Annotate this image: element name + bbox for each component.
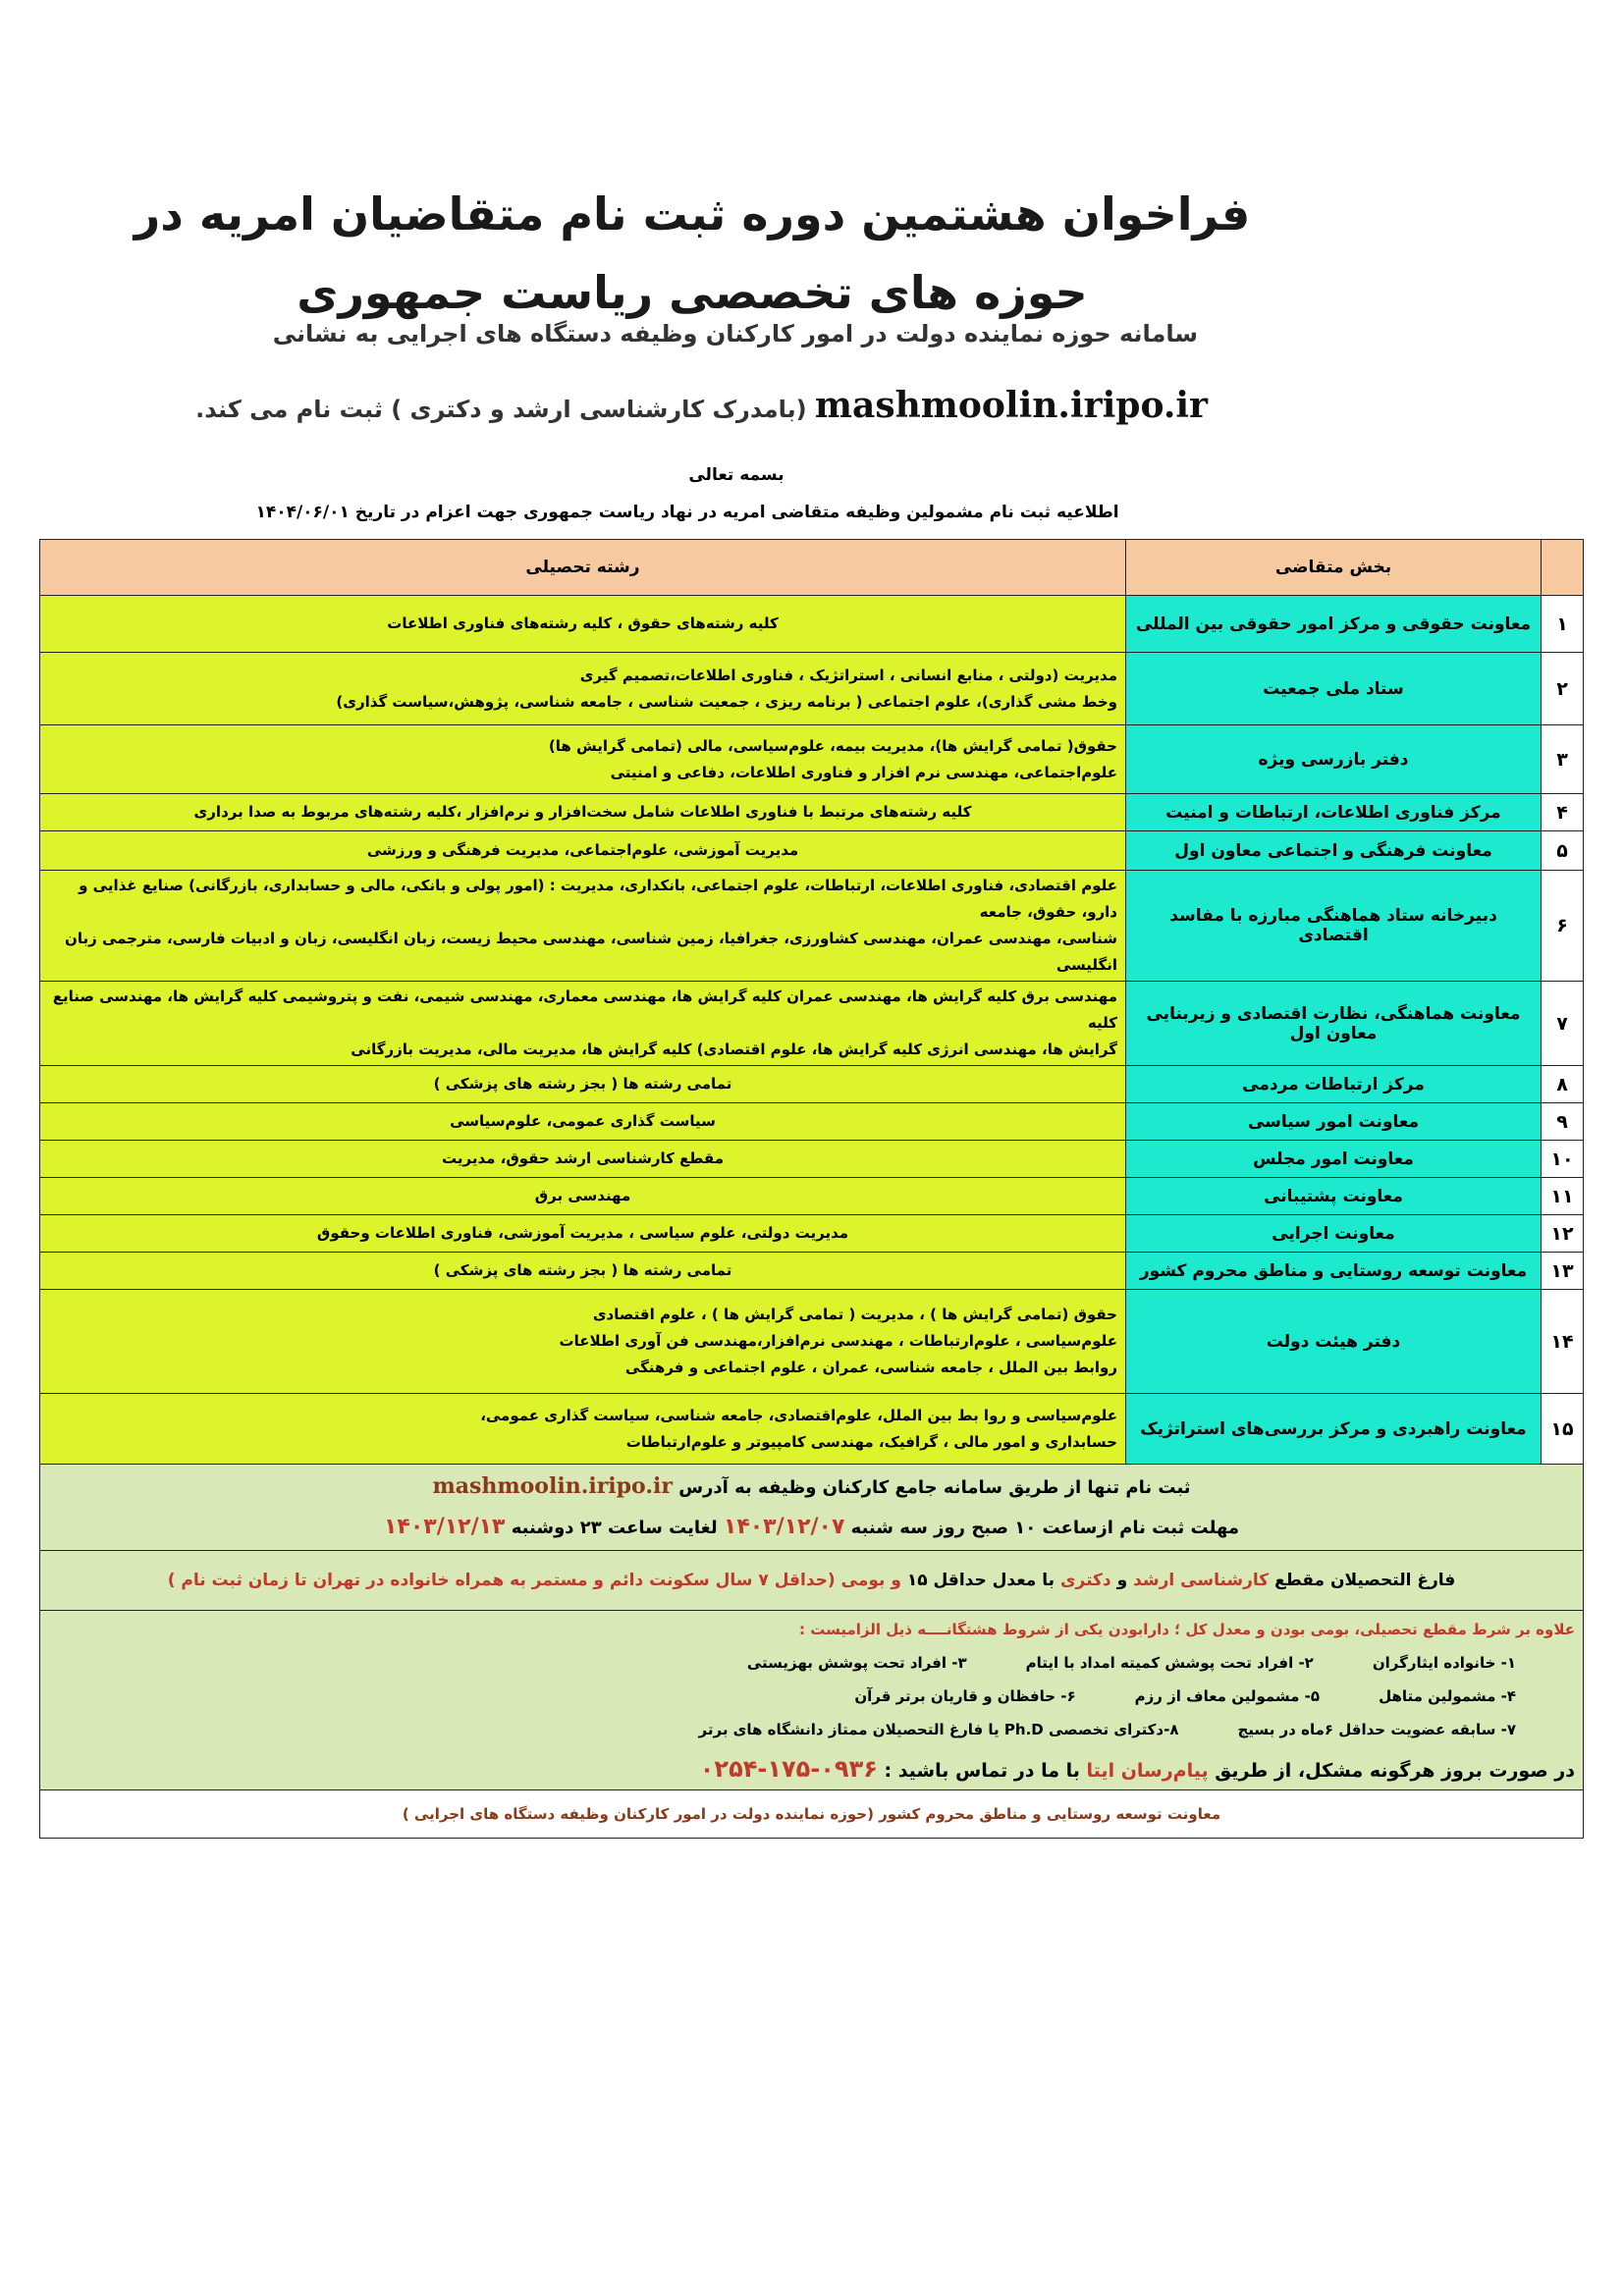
announcement-heading: اطلاعیه ثبت نام مشمولین وظیفه متقاضی امریه در نهاد ریاست جمهوری جهت اعزام در تاریخ ۱۴۰۴/۰۶/۰۱	[255, 503, 1119, 522]
row-department: معاونت توسعه روستایی و مناطق محروم کشور	[1126, 1253, 1542, 1290]
row-fields	[40, 1141, 1126, 1178]
title-line-2: حوزه های تخصصی ریاست جمهوری	[297, 266, 1088, 319]
row-department: معاونت اجرایی	[1126, 1215, 1542, 1253]
row-fields	[40, 982, 1126, 1066]
deadline-line	[48, 1508, 1575, 1548]
row-number: ۱۴	[1542, 1290, 1584, 1394]
row-number: ۱۱	[1542, 1178, 1584, 1215]
condition-item: ۲- افراد تحت پوشش کمیته امداد با ایتام	[1025, 1654, 1314, 1672]
row-department: معاونت راهبردی و مرکز بررسی‌های استراتژیک	[1126, 1394, 1542, 1465]
row-department: مرکز فناوری اطلاعات، ارتباطات و امنیت	[1126, 794, 1542, 831]
row-department: معاونت حقوقی و مرکز امور حقوقی بین المللی	[1126, 596, 1542, 653]
row-fields	[40, 1253, 1126, 1290]
conditions-title: علاوه بر شرط مقطع تحصیلی، بومی بودن و معدل کل ؛ دارابودن یکی از شروط هشتگانــــه ذیل الزامیست :	[799, 1621, 1575, 1638]
deadline-prefix: مهلت ثبت نام ازساعت ۱۰ صبح روز سه شنبه	[850, 1518, 1239, 1538]
condition-item: ۷- سابقه عضویت حداقل ۶ماه در بسیج	[1237, 1721, 1516, 1738]
table-row	[40, 831, 1584, 871]
footer-graduates-row	[40, 1551, 1584, 1611]
field-line: علوم‌اجتماعی، مهندسی نرم افزار و فناوری اطلاعات، دفاعی و امنیتی	[610, 763, 1117, 781]
condition-item: ۵- مشمولین معاف از رزم	[1134, 1687, 1321, 1705]
contact-mid: با ما در تماس باشید :	[884, 1760, 1080, 1782]
row-department: معاونت امور مجلس	[1126, 1141, 1542, 1178]
field-line: تمامی رشته ها ( بجز رشته های پزشکی )	[433, 1075, 732, 1093]
start-date: ۱۴۰۳/۱۲/۰۷	[723, 1515, 845, 1539]
row-fields	[40, 871, 1126, 982]
title-line-1: فراخوان هشتمین دوره ثبت نام متقاضیان امریه در	[134, 187, 1251, 240]
field-line: وخط مشی گذاری)، علوم اجتماعی ( برنامه ریزی ، جمعیت شناسی ، جامعه شناسی، پژوهش،سیاست گذاری)	[336, 692, 1117, 711]
contact-phone: ۰۹۳۶-۱۷۵-۰۲۵۴	[699, 1755, 878, 1783]
grad-mid: با معدل حداقل ۱۵	[906, 1571, 1056, 1590]
field-line: گرایش ها، مهندسی انرژی کلیه گرایش ها، علوم اقتصادی) کلیه گرایش ها، مدیریت مالی، مدیریت بازرگانی	[351, 1041, 1117, 1058]
table-row	[40, 1066, 1584, 1103]
deadline-mid: لغایت ساعت ۲۳ دوشنبه	[511, 1518, 718, 1538]
row-number: ۷	[1542, 982, 1584, 1066]
row-fields	[40, 831, 1126, 871]
end-date: ۱۴۰۳/۱۲/۱۳	[383, 1515, 506, 1539]
field-line: مدیریت (دولتی ، منابع انسانی ، استراتژیک ، فناوری اطلاعات،تصمیم گیری	[579, 666, 1117, 684]
field-line: مهندسی برق	[534, 1187, 631, 1204]
row-fields	[40, 1394, 1126, 1465]
row-fields	[40, 1215, 1126, 1253]
header-num	[1542, 540, 1584, 596]
field-line: شناسی، مهندسی عمران، مهندسی کشاورزی، جغرافیا، زمین شناسی، مهندسی محیط زیست، زبان انگلیسی، زبان و ادبیات فارسی، مترجمی زبان انگلیسی	[65, 930, 1117, 974]
footer-graduates-cell	[40, 1551, 1584, 1611]
condition-item: ۳- افراد تحت پوشش بهزیستی	[746, 1654, 967, 1672]
row-number: ۹	[1542, 1103, 1584, 1141]
table-row	[40, 596, 1584, 653]
table-row	[40, 1253, 1584, 1290]
departments-table	[39, 539, 1584, 1839]
footer-signature-row	[40, 1790, 1584, 1839]
register-text: ثبت نام تنها از طریق سامانه جامع کارکنان وظیفه به آدرس	[678, 1477, 1191, 1498]
row-department: معاونت پشتیبانی	[1126, 1178, 1542, 1215]
table-row	[40, 725, 1584, 794]
row-department: مرکز ارتباطات مردمی	[1126, 1066, 1542, 1103]
condition-item: ۱- خانواده ایثارگران	[1372, 1654, 1516, 1672]
conditions-row-3	[48, 1713, 1575, 1746]
field-line: مقطع کارشناسی ارشد حقوق، مدیریت	[442, 1149, 724, 1167]
table-row	[40, 1290, 1584, 1394]
row-fields	[40, 794, 1126, 831]
table-row	[40, 653, 1584, 725]
row-number: ۸	[1542, 1066, 1584, 1103]
row-fields	[40, 1066, 1126, 1103]
grad-degree-masters: کارشناسی ارشد	[1133, 1571, 1270, 1590]
condition-item: ۸-دکترای تخصصی Ph.D یا فارغ التحصیلان ممتاز دانشگاه های برتر	[698, 1721, 1179, 1738]
grad-degree-phd: دکتری	[1059, 1571, 1111, 1590]
field-line: حسابداری و امور مالی ، گرافیک، مهندسی کامپیوتر و علوم‌ارتباطات	[625, 1432, 1117, 1451]
grad-prefix: فارغ التحصیلان مقطع	[1274, 1571, 1456, 1590]
table-row	[40, 871, 1584, 982]
site-url-link[interactable]: mashmoolin.iripo.ir	[814, 385, 1208, 426]
row-department: دفتر بازرسی ویژه	[1126, 725, 1542, 794]
table-row	[40, 1103, 1584, 1141]
row-department: معاونت هماهنگی، نظارت اقتصادی و زیربنایی معاون اول	[1126, 982, 1542, 1066]
row-number: ۳	[1542, 725, 1584, 794]
row-number: ۴	[1542, 794, 1584, 831]
register-line	[48, 1467, 1575, 1508]
field-line: مدیریت آموزشی، علوم‌اجتماعی، مدیریت فرهنگی و ورزشی	[366, 841, 799, 859]
field-line: علوم‌سیاسی و روا بط بین الملل، علوم‌اقتصادی، جامعه شناسی، سیاست گذاری عمومی،	[480, 1406, 1117, 1424]
row-department: دبیرخانه ستاد هماهنگی مبارزه با مفاسد اقتصادی	[1126, 871, 1542, 982]
field-line: علوم‌سیاسی ، علوم‌ارتباطات ، مهندسی نرم‌افزار،مهندسی فن آوری اطلاعات	[559, 1332, 1117, 1350]
field-line: مدیریت دولتی، علوم سیاسی ، مدیریت آموزشی، فناوری اطلاعات وحقوق	[316, 1224, 849, 1242]
subtitle: سامانه حوزه نماینده دولت در امور کارکنان وظیفه دستگاه های اجرایی به نشانی	[272, 320, 1198, 347]
table-row	[40, 1394, 1584, 1465]
table-body	[40, 596, 1584, 1465]
row-fields	[40, 1103, 1126, 1141]
conditions-row-2	[48, 1680, 1575, 1713]
register-url-link[interactable]: mashmoolin.iripo.ir	[432, 1473, 673, 1499]
row-number: ۱۲	[1542, 1215, 1584, 1253]
row-number: ۲	[1542, 653, 1584, 725]
besm-heading: بسمه تعالی	[688, 465, 785, 485]
conditions-row-1	[48, 1646, 1575, 1680]
contact-prefix: در صورت بروز هرگونه مشکل، از طریق	[1215, 1760, 1575, 1782]
subtitle-line-2	[128, 385, 1208, 426]
row-number: ۶	[1542, 871, 1584, 982]
grad-and: و	[1116, 1571, 1128, 1590]
table-row	[40, 1215, 1584, 1253]
contact-messenger: پیام‌رسان ایتا	[1086, 1760, 1209, 1782]
row-department: معاونت فرهنگی و اجتماعی معاون اول	[1126, 831, 1542, 871]
field-line: سیاست گذاری عمومی، علوم‌سیاسی	[450, 1112, 716, 1130]
table-row	[40, 794, 1584, 831]
row-department: معاونت امور سیاسی	[1126, 1103, 1542, 1141]
field-line: کلیه رشته‌های حقوق ، کلیه رشته‌های فناوری اطلاعات	[387, 614, 779, 632]
table-row	[40, 1141, 1584, 1178]
header-dept: بخش متقاضی	[1126, 540, 1542, 596]
header-field: رشته تحصیلی	[40, 540, 1126, 596]
footer-register-row	[40, 1465, 1584, 1551]
field-line: حقوق (تمامی گرایش ها ) ، مدیریت ( تمامی گرایش ها ) ، علوم اقتصادی	[592, 1306, 1117, 1323]
row-department: دفتر هیئت دولت	[1126, 1290, 1542, 1394]
field-line: کلیه رشته‌های مرتبط با فناوری اطلاعات شامل سخت‌افزار و نرم‌افزار ،کلیه رشته‌های مربوط به صدا برداری	[193, 803, 972, 821]
table-header-row	[40, 540, 1584, 596]
field-line: روابط بین الملل ، جامعه شناسی، عمران ، علوم اجتماعی و فرهنگی	[624, 1359, 1117, 1376]
grad-native: و بومی	[840, 1571, 901, 1590]
footer-conditions-cell	[40, 1611, 1584, 1790]
row-fields	[40, 725, 1126, 794]
field-line: علوم اقتصادی، فناوری اطلاعات، ارتباطات، علوم اجتماعی، بانکداری، مدیریت : (امور پولی و بانکی، مالی و حسابداری، بازرگانی) صنایع غذایی و دارو، حقوق، جامعه	[79, 877, 1117, 921]
row-fields	[40, 1178, 1126, 1215]
page-title	[59, 175, 1326, 332]
footer-register-cell	[40, 1465, 1584, 1551]
contact-line	[48, 1752, 1575, 1788]
row-fields	[40, 596, 1126, 653]
row-number: ۱۳	[1542, 1253, 1584, 1290]
footer-conditions-row	[40, 1611, 1584, 1790]
signature: معاونت توسعه روستایی و مناطق محروم کشور (حوزه نماینده دولت در امور کارکنان وظیفه دستگاه های اجرایی )	[40, 1790, 1584, 1839]
row-fields	[40, 1290, 1126, 1394]
subtitle-tail: (بامدرک کارشناسی ارشد و دکتری ) ثبت نام می کند.	[195, 396, 807, 423]
row-department: ستاد ملی جمعیت	[1126, 653, 1542, 725]
row-number: ۵	[1542, 831, 1584, 871]
row-number: ۱	[1542, 596, 1584, 653]
table-row	[40, 1178, 1584, 1215]
field-line: تمامی رشته ها ( بجز رشته های پزشکی )	[433, 1261, 732, 1279]
grad-tail: (حداقل ۷ سال سکونت دائم و مستمر به همراه خانواده در تهران تا زمان ثبت نام )	[167, 1571, 836, 1590]
table-row	[40, 982, 1584, 1066]
row-fields	[40, 653, 1126, 725]
row-number: ۱۰	[1542, 1141, 1584, 1178]
condition-item: ۴- مشمولین متاهل	[1379, 1687, 1516, 1705]
field-line: حقوق( تمامی گرایش ها)، مدیریت بیمه، علوم‌سیاسی، مالی (تمامی گرایش ها)	[548, 736, 1117, 755]
row-number: ۱۵	[1542, 1394, 1584, 1465]
condition-item: ۶- حافظان و قاریان برتر قرآن	[854, 1687, 1076, 1705]
field-line: مهندسی برق کلیه گرایش ها، مهندسی عمران کلیه گرایش ها، مهندسی معماری، مهندسی شیمی، نفت و پتروشیمی کلیه گرایش ها، مهندسی صنایع کلیه	[52, 988, 1117, 1032]
